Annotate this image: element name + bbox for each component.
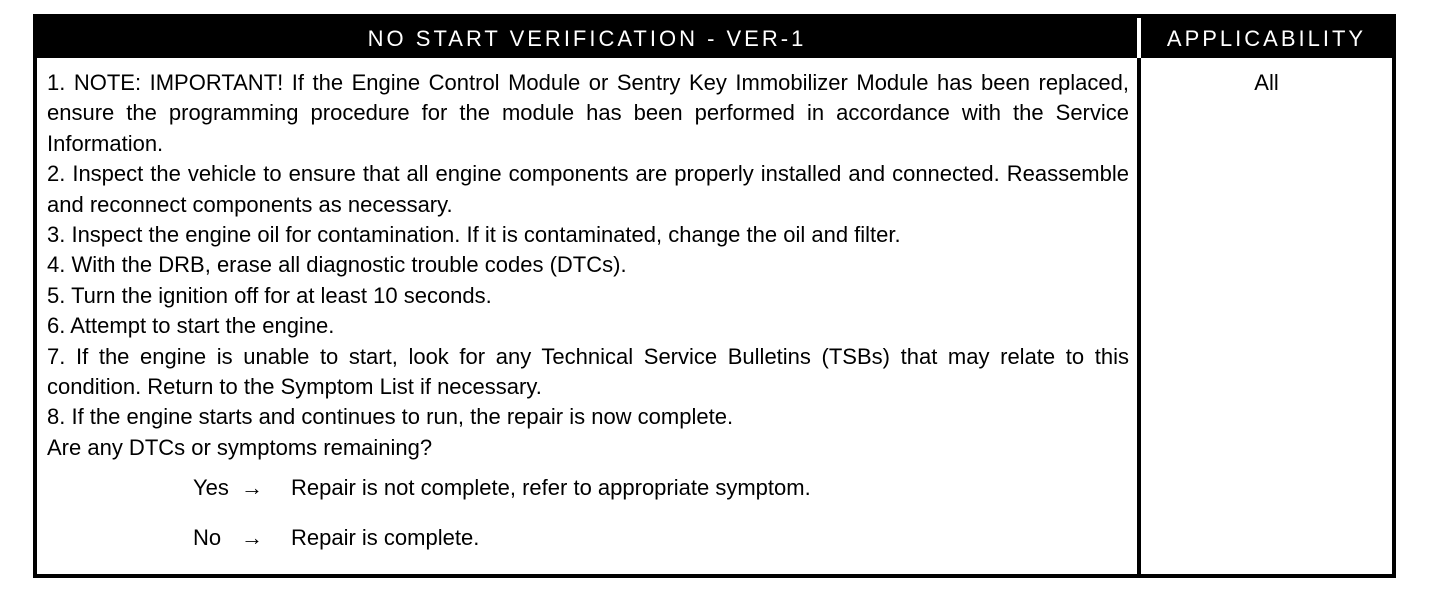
answer-no <box>47 513 1129 563</box>
answer-text: Repair is not complete, refer to appropriate symptom. <box>291 475 811 501</box>
right-arrow-icon: → <box>241 525 263 551</box>
answer-label: No <box>193 525 222 551</box>
verification-table <box>33 14 1396 578</box>
procedure-step: 2. Inspect the vehicle to ensure that all engine components are properly installed and connected. Reassemble and reconnect components as necessary. <box>47 161 1129 217</box>
procedure-step: 5. Turn the ignition off for at least 10 seconds. <box>47 282 492 308</box>
answer-yes <box>47 463 1129 513</box>
answer-text: Repair is complete. <box>291 525 480 551</box>
procedure-step: 3. Inspect the engine oil for contamination. If it is contaminated, change the oil and filter. <box>47 222 901 248</box>
applicability-header: APPLICABILITY <box>1141 18 1392 58</box>
procedure-step: 4. With the DRB, erase all diagnostic trouble codes (DTCs). <box>47 252 627 278</box>
applicability-value: All <box>1254 70 1279 95</box>
procedure-step: 1. NOTE: IMPORTANT! If the Engine Control Module or Sentry Key Immobilizer Module has been replaced, ensure the programming procedure for the module has been performed in accordance with the Service Information. <box>47 70 1129 156</box>
procedure-step: 7. If the engine is unable to start, look for any Technical Service Bulletins (TSBs) that may relate to this condition. Return to the Symptom List if necessary. <box>47 343 1129 400</box>
procedure-cell <box>37 58 1141 574</box>
right-arrow-icon: → <box>241 475 263 501</box>
procedure-step: 8. If the engine starts and continues to run, the repair is now complete. <box>47 404 734 430</box>
question-text: Are any DTCs or symptoms remaining? <box>47 434 433 460</box>
procedure-step: 6. Attempt to start the engine. <box>47 313 335 339</box>
table-title: NO START VERIFICATION - VER-1 <box>37 18 1141 58</box>
answer-label: Yes <box>193 475 229 501</box>
